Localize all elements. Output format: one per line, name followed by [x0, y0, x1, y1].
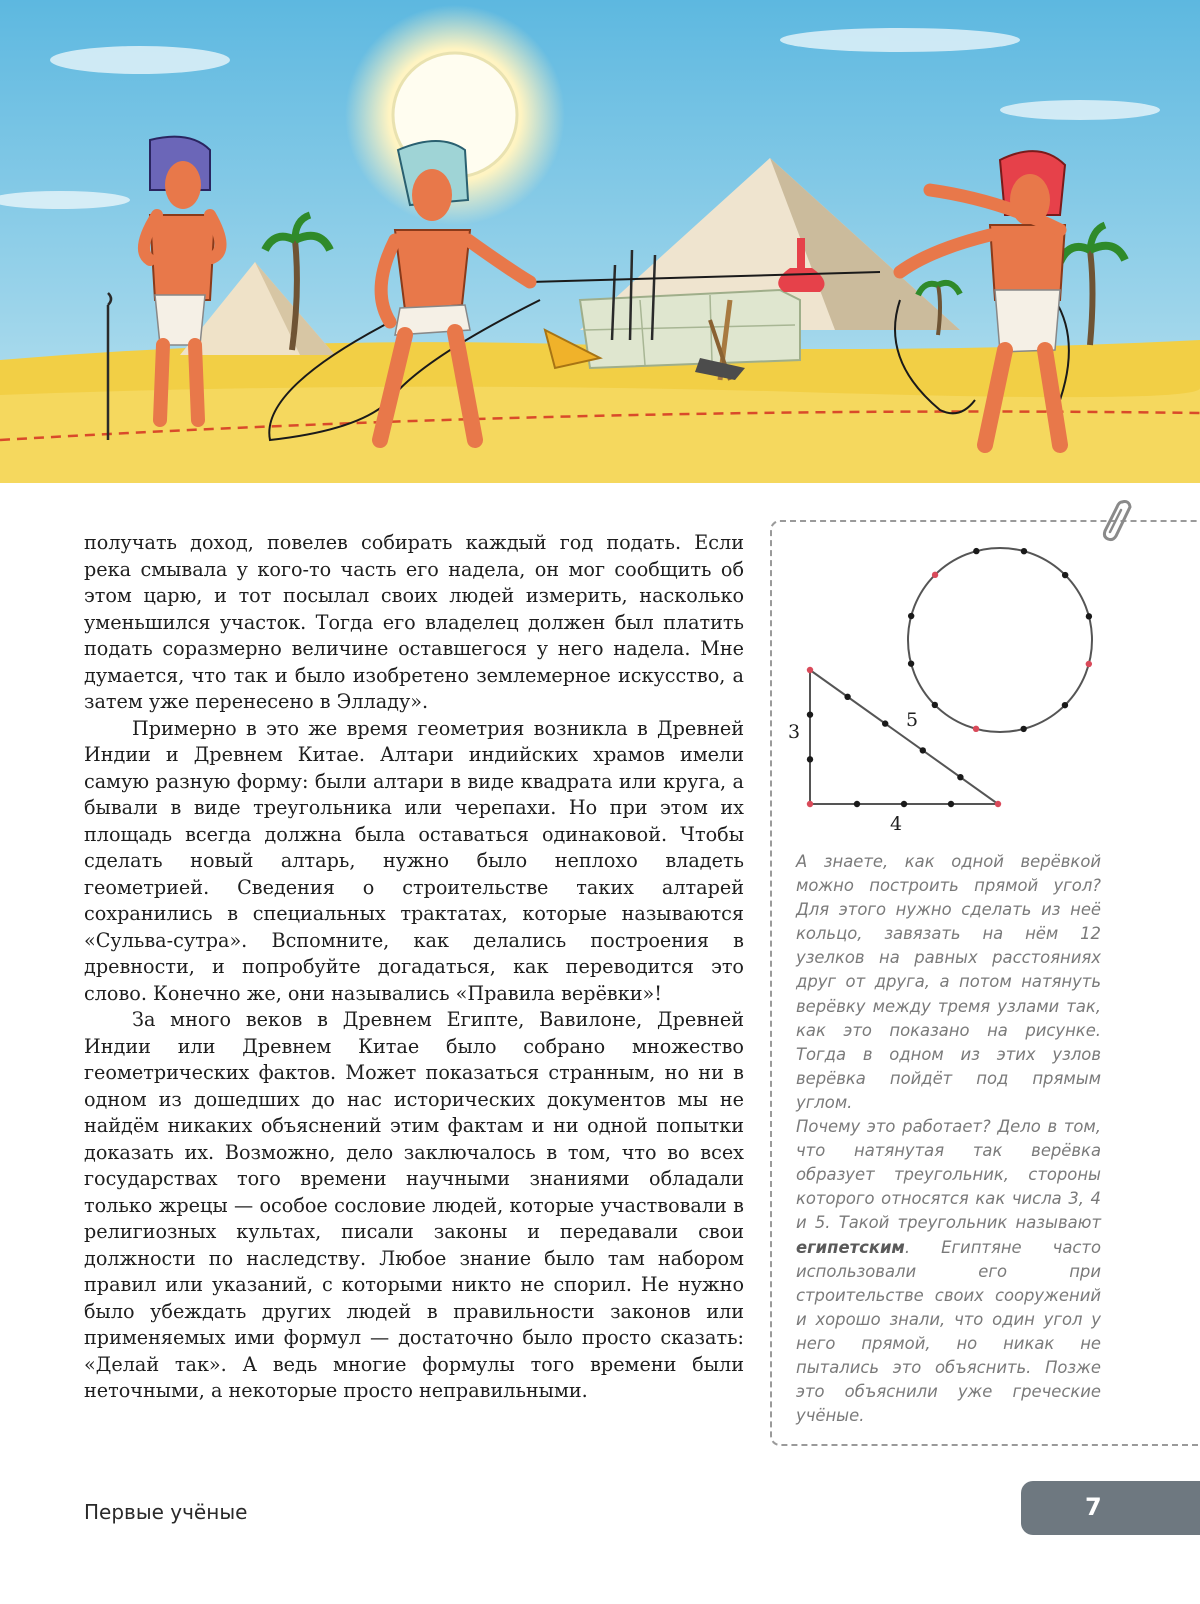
rope-knot [854, 801, 860, 807]
rope-knot [995, 801, 1001, 807]
egyptian-surveyors-illustration [0, 0, 1200, 483]
page-number: 7 [1085, 1493, 1102, 1521]
circle-knots [905, 548, 1092, 732]
side-label-3: 3 [787, 721, 801, 743]
egyptian-triangle [810, 670, 998, 804]
rope-right-angle-diagram [780, 540, 1110, 850]
page-number-tab [1021, 1481, 1200, 1535]
rope-knot [1021, 548, 1027, 554]
rope-knot [882, 720, 888, 726]
paperclip-icon [1096, 498, 1134, 542]
rope-knot [1062, 702, 1068, 708]
rope-knot [901, 801, 907, 807]
rope-knot [920, 747, 926, 753]
side-label-5: 5 [905, 709, 919, 731]
rope-knot [973, 548, 979, 554]
sidebar-paragraph: А знаете, как одной верёвкой можно построить прямой угол? Для этого нужно сделать из неё кольцо, завязать на нём 12 узелков на равных расстояниях друг от друга, а потом натянуть верёвку между тремя узлами так, как это показано на рисунке. Тогда в одном из этих узлов верёвка пойдёт под прямым углом. [796, 852, 1101, 1112]
running-title: Первые учёные [84, 1500, 248, 1524]
rope-knot [932, 702, 938, 708]
rope-knot [948, 801, 954, 807]
rope-knot [807, 801, 813, 807]
sidebar-text [796, 850, 1101, 1428]
rope-knot [908, 613, 914, 619]
rope-knot [807, 667, 813, 673]
side-label-4: 4 [889, 813, 903, 835]
paragraph: Примерно в это же время геометрия возникла в Древней Индии и Древнем Китае. Алтари индийских храмов имели самую разную форму: были алтари в виде квадрата или круга, а бывали в виде треугольника или черепахи. Но при этом их площадь всегда должна была оставаться одинаковой. Чтобы сделать новый алтарь, нужно было неплохо владеть геометрией. Сведения о строительстве таких алтарей сохранились в специальных трактатах, которые называются «Сульва-сутра». Вспомните, как делались построения в древности, и попробуйте догадаться, как переводится это слово. Конечно же, они назывались «Правила верёвки»! [84, 716, 744, 1005]
rope-knot [1062, 572, 1068, 578]
rope-knot [807, 756, 813, 762]
rope-knot [957, 774, 963, 780]
term-egyptian: египетским [796, 1237, 905, 1257]
rope-knot [807, 711, 813, 717]
paragraph: получать доход, повелев собирать каждый год подать. Если река смывала у кого-то часть его надела, он мог сообщить об этом царю, и тот посылал своих людей измерить, насколько уменьшился участок. Тогда его владелец должен был платить подать соразмерно величине оставшегося у него надела. Мне думается, что так и было изобретено землемерное искусство, а затем уже перенесено в Элладу». [84, 531, 744, 713]
sidebar-paragraph: Почему это работает? Дело в том, что натянутая так верёвка образует треугольник, стороны которого относятся как числа 3, 4 и 5. Такой треугольник называют египетским. Египтяне часто использовали его при строительстве своих сооружений и хорошо знали, что один угол у него прямой, но никак не пытались это объяснить. Позже это объяснили уже греческие учёные. [796, 1117, 1101, 1426]
paragraph: За много веков в Древнем Египте, Вавилоне, Древней Индии или Древнем Китае было собрано множество геометрических фактов. Может показаться странным, но ни в одном из дошедших до нас исторических документов мы не найдём никаких объяснений этим фактам и ни одной попытки доказать их. Возможно, дело заключалось в том, что во всех государствах того времени научными знаниями обладали только жрецы — особое сословие людей, которые участвовали в религиозных культах, писали законы и передавали свои должности по наследству. Любое знание было там набором правил или указаний, с которыми никто не спорил. Не нужно было убеждать других людей в правильности законов или применяемых ими формул — достаточно было просто сказать: «Делай так». А ведь многие формулы того времени были неточными, а некоторые просто неправильными. [84, 1008, 744, 1402]
rope-knot [1086, 613, 1092, 619]
rope-knot [932, 572, 938, 578]
rope-knot [1020, 726, 1026, 732]
rope-knot [908, 660, 914, 666]
rope-knot [973, 726, 979, 732]
rope-knot [844, 694, 850, 700]
main-body-text [84, 530, 744, 1405]
rope-knot [1086, 661, 1092, 667]
